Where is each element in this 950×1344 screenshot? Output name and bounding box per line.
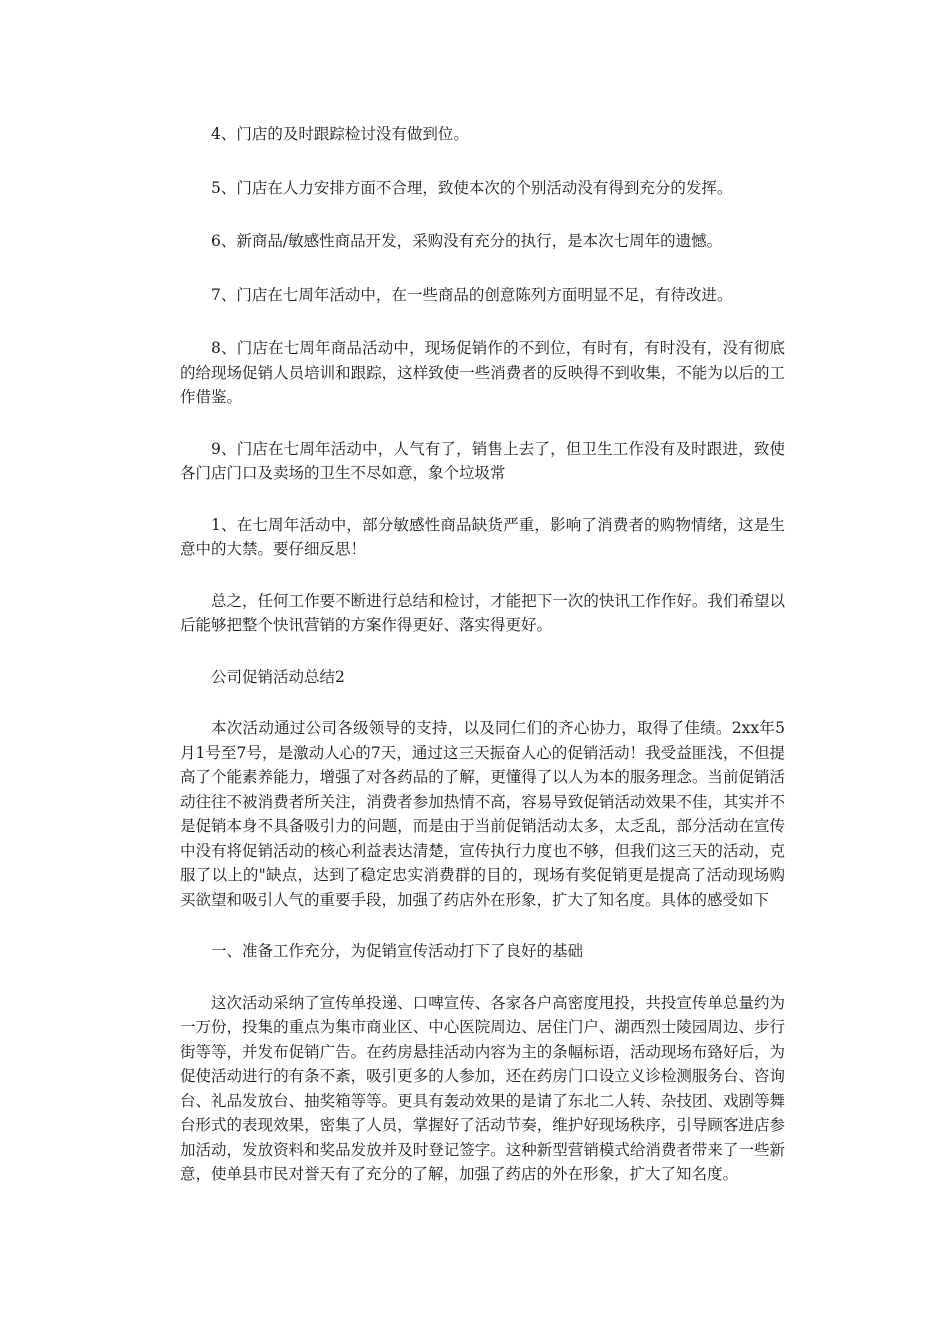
document-content — [180, 122, 785, 1214]
paragraph-item-9: 9、门店在七周年活动中，人气有了，销售上去了，但卫生工作没有及时跟进，致使各门店门口及卖场的卫生不尽如意，象个垃圾常 — [180, 439, 785, 482]
paragraph-item-6: 6、新商品/敏感性商品开发，采购没有充分的执行，是本次七周年的遗憾。 — [211, 232, 723, 250]
section-body: 本次活动通过公司各级领导的支持，以及同仁们的齐心协力，取得了佳绩。2xx年5月1号至7号，是激动人心的7天，通过这三天振奋人心的促销活动！我受益匪浅，不但提高了个能素养能力，增强了对各药品的了解，更懂得了以人为本的服务理念。当前促销活动往往不被消费者所关注，消费者参加热情不高，容易导致促销活动效果不佳，其实并不是促销本身不具备吸引力的问题，而是由于当前促销活动太多，太乏乱，部分活动在宣传中没有将促销活动的核心利益表达清楚，宣传执行力度也不够，但我们这三天的活动，克服了以上的"缺点，达到了稳定忠实消费群的目的，现场有奖促销更是提高了活动现场购买欲望和吸引人气的重要手段，加强了药店外在形象，扩大了知名度。具体的感受如下 — [180, 719, 785, 909]
paragraph-item-1: 1、在七周年活动中，部分敏感性商品缺货严重，影响了消费者的购物情绪，这是生意中的大禁。要仔细反思！ — [180, 515, 785, 558]
paragraph-item-4: 4、门店的及时跟踪检讨没有做到位。 — [211, 125, 469, 143]
paragraph-summary: 总之，任何工作要不断进行总结和检讨，才能把下一次的快讯工作作好。我们希望以后能够把整个快讯营销的方案作得更好、落实得更好。 — [180, 591, 785, 634]
paragraph-item-5: 5、门店在人力安排方面不合理，致使本次的个别活动没有得到充分的发挥。 — [211, 178, 733, 197]
paragraph-item-7: 7、门店在七周年活动中，在一些商品的创意陈列方面明显不足，有待改进。 — [211, 285, 733, 304]
section-title: 公司促销活动总结2 — [211, 667, 345, 686]
paragraph-item-8: 8、门店在七周年商品活动中，现场促销作的不到位，有时有，有时没有，没有彻底的给现场促销人员培训和跟踪，这样致使一些消费者的反映得不到收集，不能为以后的工作借鉴。 — [180, 339, 785, 406]
subheading-body: 这次活动采纳了宣传单投递、口啤宣传、各家各户高密度甩投，共投宣传单总量约为一万份，投集的重点为集市商业区、中心医院周边、居住门户、湖西烈士陵园周边、步行街等等，并发布促销广告。在药房悬挂活动内容为主的条幅标语，活动现场布臵好后，为促使活动进行的有条不紊，吸引更多的人参加，还在药房门口设立义诊检测服务台、咨询台、礼品发放台、抽奖箱等等。更具有轰动效果的是请了东北二人转、杂技团、戏剧等舞台形式的表现效果，密集了人员，掌握好了活动节奏，维护好现场秩序，引导顾客进店参加活动，发放资料和奖品发放并及时登记签字。这种新型营销模式给消费者带来了一些新意，使单县市民对誉天有了充分的了解，加强了药店的外在形象，扩大了知名度。 — [180, 993, 785, 1183]
subheading: 一、准备工作充分，为促销宣传活动打下了良好的基础 — [211, 942, 584, 960]
